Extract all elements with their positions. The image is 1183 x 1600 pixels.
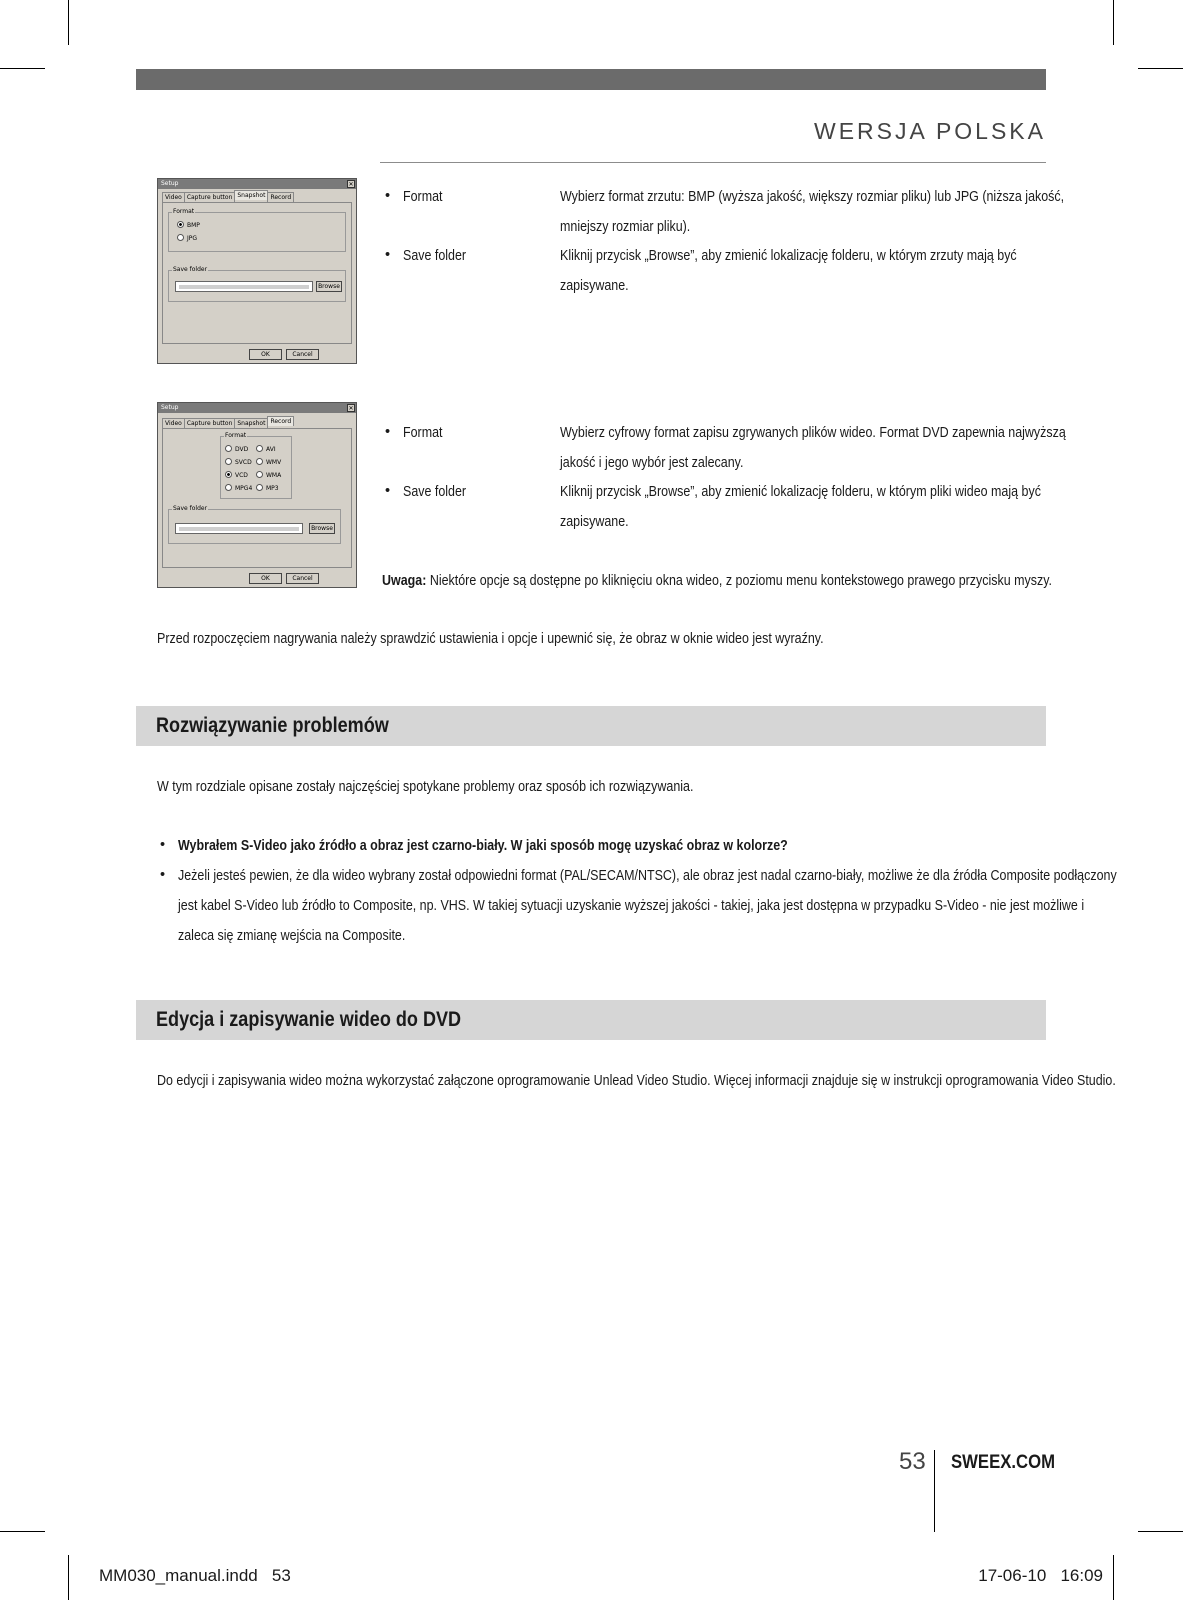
setup-dialog-record bbox=[157, 402, 357, 588]
term: Format bbox=[403, 425, 443, 441]
radio-mp3[interactable]: MP3 bbox=[256, 484, 279, 492]
crop-mark bbox=[1113, 1555, 1114, 1600]
crop-mark bbox=[1113, 0, 1114, 45]
browse-button[interactable]: Browse bbox=[316, 281, 342, 292]
save-folder-group bbox=[168, 266, 346, 302]
format-group bbox=[168, 208, 346, 252]
note-label: Uwaga: bbox=[382, 573, 427, 589]
ok-button[interactable]: OK bbox=[249, 349, 282, 360]
footer-divider bbox=[934, 1450, 935, 1532]
slug-date: 17-06-10 16:09 bbox=[978, 1566, 1103, 1585]
tab-video[interactable]: Video bbox=[162, 192, 185, 202]
page-number: 53 bbox=[899, 1448, 926, 1475]
section-title: Rozwiązywanie problemów bbox=[156, 714, 389, 737]
answer-line: Jeżeli jesteś pewien, że dla wideo wybrany został odpowiedni format (PAL/SECAM/NTSC), ale obraz jest nadal czarno-biały, możliwe że dla źródła Composite podłączony bbox=[178, 868, 1117, 884]
tab-capture-button[interactable]: Capture button bbox=[184, 418, 236, 428]
bullet: • bbox=[385, 247, 391, 263]
tab-snapshot[interactable]: Snapshot bbox=[234, 418, 268, 428]
save-folder-field[interactable] bbox=[175, 523, 303, 534]
term: Save folder bbox=[403, 484, 467, 500]
description-line: zapisywane. bbox=[560, 278, 629, 294]
tab-panel bbox=[162, 428, 352, 568]
bullet: • bbox=[385, 188, 391, 204]
tab-panel bbox=[162, 202, 352, 344]
radio-dvd[interactable]: DVD bbox=[225, 445, 248, 453]
cancel-button[interactable]: Cancel bbox=[286, 349, 319, 360]
section-header-dvd-editing bbox=[136, 1000, 1046, 1040]
description-line: Kliknij przycisk „Browse”, aby zmienić lokalizację folderu, w którym pliki wideo mają być bbox=[560, 484, 1041, 500]
description-line: Kliknij przycisk „Browse”, aby zmienić lokalizację folderu, w którym zrzuty mają być bbox=[560, 248, 1017, 264]
answer-line: zaleca się zmianę wejścia na Composite. bbox=[178, 928, 406, 944]
note-text: Niektóre opcje są dostępne po kliknięciu okna wideo, z poziomu menu kontekstowego prawego przycisku myszy. bbox=[426, 573, 1053, 589]
radio-wma[interactable]: WMA bbox=[256, 471, 281, 479]
dialog-tabs bbox=[162, 418, 293, 428]
radio-avi[interactable]: AVI bbox=[256, 445, 276, 453]
paragraph-before-recording: Przed rozpoczęciem nagrywania należy sprawdzić ustawienia i opcje i upewnić się, że obraz w oknie wideo jest wyraźny. bbox=[157, 631, 824, 647]
save-folder-label: Save folder bbox=[173, 266, 208, 273]
format-group-label: Format bbox=[225, 432, 247, 439]
slug-file: MM030_manual.indd 53 bbox=[99, 1566, 291, 1585]
bullet: • bbox=[385, 424, 391, 440]
header-bar bbox=[136, 69, 1046, 90]
close-icon[interactable]: ✕ bbox=[348, 181, 354, 188]
description-line: Wybierz cyfrowy format zapisu zgrywanych plików wideo. Format DVD zapewnia najwyższą bbox=[560, 425, 1066, 441]
close-icon[interactable]: ✕ bbox=[348, 405, 354, 412]
tab-video[interactable]: Video bbox=[162, 418, 185, 428]
tab-record[interactable]: Record bbox=[267, 416, 294, 426]
save-folder-field[interactable] bbox=[175, 281, 313, 292]
crop-mark bbox=[0, 1531, 45, 1532]
radio-bmp[interactable]: BMP bbox=[177, 221, 200, 229]
description-line: mniejszy rozmiar pliku). bbox=[560, 219, 691, 235]
format-group bbox=[220, 432, 292, 499]
radio-mpg4[interactable]: MPG4 bbox=[225, 484, 252, 492]
bullet: • bbox=[160, 867, 166, 883]
section-title: Edycja i zapisywanie wideo do DVD bbox=[156, 1008, 462, 1031]
section-intro: W tym rozdziale opisane zostały najczęściej spotykane problemy oraz sposób ich rozwiązywania. bbox=[157, 779, 694, 795]
save-folder-group bbox=[168, 505, 341, 544]
description-line: jakość i jego wybór jest zalecany. bbox=[560, 455, 744, 471]
description-line: zapisywane. bbox=[560, 514, 629, 530]
section-header-troubleshooting bbox=[136, 706, 1046, 746]
bullet: • bbox=[385, 483, 391, 499]
browse-button[interactable]: Browse bbox=[309, 523, 335, 534]
tab-capture-button[interactable]: Capture button bbox=[184, 192, 236, 202]
cancel-button[interactable]: Cancel bbox=[286, 573, 319, 584]
radio-svcd[interactable]: SVCD bbox=[225, 458, 252, 466]
format-group-label: Format bbox=[173, 208, 195, 215]
dialog-title: Setup bbox=[158, 179, 356, 189]
crop-mark bbox=[1138, 1531, 1183, 1532]
crop-mark bbox=[0, 68, 45, 69]
question-text: Wybrałem S-Video jako źródło a obraz jest czarno-biały. W jaki sposób mogę uzyskać obraz w kolorze? bbox=[178, 838, 788, 854]
radio-vcd[interactable]: VCD bbox=[225, 471, 248, 479]
bullet: • bbox=[160, 837, 166, 853]
tab-snapshot[interactable]: Snapshot bbox=[234, 190, 268, 200]
header-rule bbox=[380, 162, 1046, 163]
section-text: Do edycji i zapisywania wideo można wykorzystać załączone oprogramowanie Unlead Video Studio. Więcej informacji znajduje się w instrukcji oprogramowania Video Studio. bbox=[157, 1073, 1116, 1089]
language-heading: WERSJA POLSKA bbox=[813, 118, 1046, 144]
crop-mark bbox=[1138, 68, 1183, 69]
dialog-title: Setup bbox=[158, 403, 356, 413]
save-folder-label: Save folder bbox=[173, 505, 208, 512]
dialog-tabs bbox=[162, 192, 293, 202]
note bbox=[382, 566, 1052, 596]
radio-wmv[interactable]: WMV bbox=[256, 458, 281, 466]
radio-jpg[interactable]: JPG bbox=[177, 234, 197, 242]
crop-mark bbox=[68, 0, 69, 45]
ok-button[interactable]: OK bbox=[249, 573, 282, 584]
term: Format bbox=[403, 189, 443, 205]
description-line: Wybierz format zrzutu: BMP (wyższa jakość, większy rozmiar pliku) lub JPG (niższa jakość, bbox=[560, 189, 1065, 205]
setup-dialog-snapshot bbox=[157, 178, 357, 364]
answer-line: jest kabel S-Video lub źródło to Composite, np. VHS. W takiej sytuacji uzyskanie wyższej jakości - takiej, jaka jest dostępna w przypadku S-Video - nie jest możliwe i bbox=[178, 898, 1085, 914]
brand: SWEEX.COM bbox=[951, 1452, 1056, 1473]
tab-record[interactable]: Record bbox=[267, 192, 294, 202]
crop-mark bbox=[68, 1555, 69, 1600]
term: Save folder bbox=[403, 248, 467, 264]
